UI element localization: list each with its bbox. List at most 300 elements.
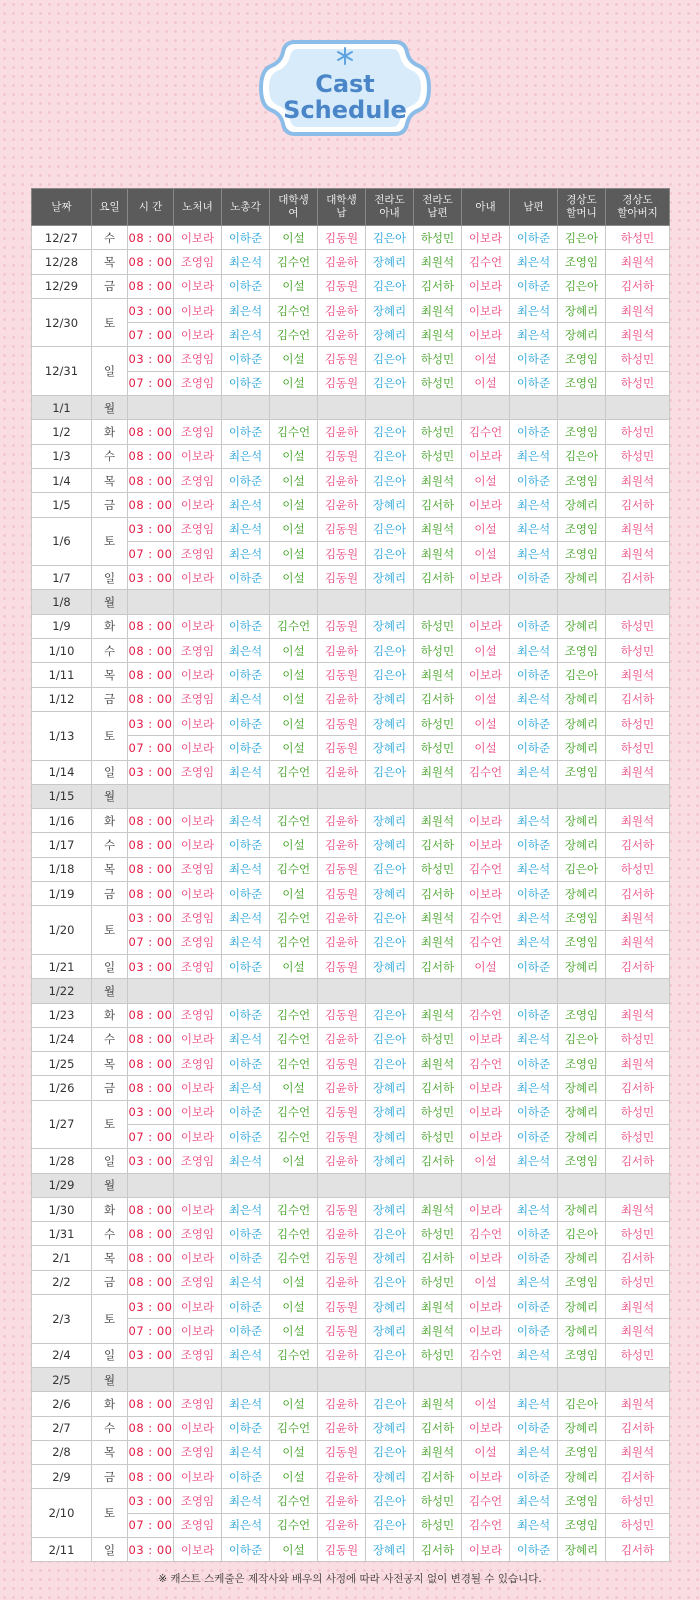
cast-cell: 최은석 xyxy=(510,323,558,347)
weekday-cell: 월 xyxy=(92,784,128,808)
cast-cell: 김서하 xyxy=(414,1076,462,1100)
cast-cell: 이보라 xyxy=(174,711,222,735)
table-row xyxy=(32,1027,670,1051)
time-cell: 07 : 00 xyxy=(128,930,174,954)
cast-cell: 최원석 xyxy=(414,760,462,784)
column-header: 남편 xyxy=(510,189,558,226)
weekday-cell: 일 xyxy=(92,1343,128,1367)
cast-cell: 최원석 xyxy=(414,663,462,687)
cast-cell: 최은석 xyxy=(510,930,558,954)
cast-cell: 최은석 xyxy=(510,1149,558,1173)
cast-cell: 이보라 xyxy=(174,1538,222,1562)
cast-cell xyxy=(270,784,318,808)
column-header: 경상도 할아버지 xyxy=(606,189,670,226)
cast-cell: 하성민 xyxy=(414,639,462,663)
cast-cell: 최원석 xyxy=(414,809,462,833)
cast-cell xyxy=(318,1173,366,1197)
cast-cell: 김동원 xyxy=(318,1124,366,1148)
cast-cell: 이보라 xyxy=(462,1124,510,1148)
table-row xyxy=(32,784,670,808)
cast-cell: 하성민 xyxy=(606,1100,670,1124)
weekday-cell: 월 xyxy=(92,1367,128,1391)
cast-cell: 김윤하 xyxy=(318,833,366,857)
cast-cell xyxy=(462,784,510,808)
weekday-cell: 금 xyxy=(92,1465,128,1489)
table-row xyxy=(32,687,670,711)
time-cell: 08 : 00 xyxy=(128,1003,174,1027)
weekday-cell: 토 xyxy=(92,906,128,955)
cast-cell xyxy=(222,1367,270,1391)
cast-cell: 김은아 xyxy=(558,226,606,250)
cast-cell: 이설 xyxy=(462,1270,510,1294)
cast-cell: 최은석 xyxy=(222,1513,270,1537)
table-row xyxy=(32,1513,670,1537)
cast-cell: 김윤하 xyxy=(318,468,366,492)
cast-cell: 김은아 xyxy=(366,1003,414,1027)
date-cell: 1/25 xyxy=(32,1052,92,1076)
date-cell: 12/31 xyxy=(32,347,92,396)
cast-cell: 이하준 xyxy=(222,566,270,590)
cast-cell: 최원석 xyxy=(606,663,670,687)
time-cell: 08 : 00 xyxy=(128,1440,174,1464)
cast-cell: 김수언 xyxy=(270,614,318,638)
cast-cell: 하성민 xyxy=(606,711,670,735)
cast-cell: 이보라 xyxy=(462,1416,510,1440)
date-cell: 1/6 xyxy=(32,517,92,566)
cast-cell: 장혜리 xyxy=(558,711,606,735)
cast-cell: 하성민 xyxy=(606,639,670,663)
table-row xyxy=(32,1367,670,1391)
cast-cell: 이하준 xyxy=(510,468,558,492)
table-row xyxy=(32,250,670,274)
cast-cell: 이하준 xyxy=(510,420,558,444)
cast-cell: 최은석 xyxy=(510,857,558,881)
date-cell: 1/5 xyxy=(32,493,92,517)
cast-cell: 조영임 xyxy=(174,1149,222,1173)
cast-cell: 최원석 xyxy=(606,930,670,954)
cast-cell: 김은아 xyxy=(366,444,414,468)
cast-cell: 이설 xyxy=(270,833,318,857)
cast-cell: 김윤하 xyxy=(318,1343,366,1367)
time-cell: 07 : 00 xyxy=(128,1124,174,1148)
cast-cell: 김서하 xyxy=(414,1416,462,1440)
cast-cell: 장혜리 xyxy=(558,566,606,590)
weekday-cell: 목 xyxy=(92,663,128,687)
cast-cell xyxy=(318,1367,366,1391)
column-header: 대학생 여 xyxy=(270,189,318,226)
weekday-cell: 일 xyxy=(92,954,128,978)
weekday-cell: 토 xyxy=(92,711,128,760)
cast-cell: 김윤하 xyxy=(318,420,366,444)
table-row xyxy=(32,1173,670,1197)
cast-cell: 김윤하 xyxy=(318,1149,366,1173)
table-row xyxy=(32,1100,670,1124)
cast-cell: 하성민 xyxy=(414,1343,462,1367)
cast-cell: 이하준 xyxy=(510,1100,558,1124)
cast-cell: 김수언 xyxy=(270,1343,318,1367)
cast-cell: 하성민 xyxy=(606,736,670,760)
cast-cell: 이하준 xyxy=(222,226,270,250)
cast-cell: 이설 xyxy=(462,687,510,711)
cast-cell: 최은석 xyxy=(510,493,558,517)
cast-cell: 이하준 xyxy=(222,954,270,978)
cast-cell: 이설 xyxy=(270,1440,318,1464)
cast-cell: 김서하 xyxy=(606,1416,670,1440)
time-cell: 03 : 00 xyxy=(128,760,174,784)
cast-cell: 김서하 xyxy=(414,954,462,978)
cast-cell xyxy=(174,784,222,808)
cast-cell xyxy=(558,590,606,614)
cast-cell: 장혜리 xyxy=(366,1465,414,1489)
cast-cell: 이하준 xyxy=(510,711,558,735)
time-cell: 03 : 00 xyxy=(128,298,174,322)
cast-cell: 김수언 xyxy=(462,1343,510,1367)
cast-cell: 김은아 xyxy=(366,663,414,687)
cast-cell: 하성민 xyxy=(414,1027,462,1051)
cast-cell: 이하준 xyxy=(510,1295,558,1319)
cast-cell: 이설 xyxy=(462,347,510,371)
cast-cell xyxy=(510,784,558,808)
cast-cell: 최은석 xyxy=(222,298,270,322)
cast-cell: 김윤하 xyxy=(318,1416,366,1440)
table-row xyxy=(32,857,670,881)
time-cell: 08 : 00 xyxy=(128,1246,174,1270)
cast-cell: 이보라 xyxy=(174,833,222,857)
cast-cell: 조영임 xyxy=(174,1003,222,1027)
cast-cell: 이하준 xyxy=(222,1246,270,1270)
weekday-cell: 월 xyxy=(92,979,128,1003)
time-cell: 08 : 00 xyxy=(128,1270,174,1294)
cast-cell: 조영임 xyxy=(558,1343,606,1367)
cast-cell: 최은석 xyxy=(222,857,270,881)
table-row xyxy=(32,711,670,735)
cast-cell: 김서하 xyxy=(606,1246,670,1270)
cast-cell: 김수언 xyxy=(462,1052,510,1076)
cast-cell: 김수언 xyxy=(462,1222,510,1246)
cast-cell: 조영임 xyxy=(558,1489,606,1513)
cast-cell: 장혜리 xyxy=(366,882,414,906)
cast-cell: 이하준 xyxy=(510,226,558,250)
cast-cell: 김수언 xyxy=(270,1197,318,1221)
cast-cell: 이보라 xyxy=(174,736,222,760)
cast-cell: 장혜리 xyxy=(558,809,606,833)
weekday-cell: 목 xyxy=(92,250,128,274)
cast-cell xyxy=(558,396,606,420)
cast-cell: 김윤하 xyxy=(318,1076,366,1100)
cast-cell: 김윤하 xyxy=(318,687,366,711)
cast-cell: 이보라 xyxy=(462,663,510,687)
cast-cell: 김은아 xyxy=(366,1027,414,1051)
cast-cell: 김동원 xyxy=(318,347,366,371)
cast-cell: 이설 xyxy=(462,1392,510,1416)
weekday-cell: 수 xyxy=(92,444,128,468)
cast-cell: 장혜리 xyxy=(558,1465,606,1489)
cast-cell: 하성민 xyxy=(414,1489,462,1513)
date-cell: 1/13 xyxy=(32,711,92,760)
cast-cell xyxy=(462,396,510,420)
cast-cell: 김수언 xyxy=(270,1100,318,1124)
table-row xyxy=(32,906,670,930)
cast-cell: 장혜리 xyxy=(558,493,606,517)
cast-cell: 최은석 xyxy=(222,1489,270,1513)
cast-cell: 장혜리 xyxy=(558,1319,606,1343)
cast-cell: 조영임 xyxy=(174,250,222,274)
cast-schedule-table xyxy=(31,188,670,1562)
cast-cell: 조영임 xyxy=(174,468,222,492)
cast-cell: 이설 xyxy=(270,711,318,735)
cast-cell: 장혜리 xyxy=(558,882,606,906)
cast-cell: 하성민 xyxy=(414,371,462,395)
table-row xyxy=(32,1465,670,1489)
date-cell: 2/10 xyxy=(32,1489,92,1538)
column-header: 전라도 아내 xyxy=(366,189,414,226)
cast-cell: 김동원 xyxy=(318,954,366,978)
cast-cell: 이하준 xyxy=(222,1124,270,1148)
cast-cell: 이보라 xyxy=(462,226,510,250)
cast-cell: 이설 xyxy=(270,541,318,565)
cast-cell: 조영임 xyxy=(174,857,222,881)
cast-cell: 하성민 xyxy=(606,857,670,881)
cast-cell: 김은아 xyxy=(366,1392,414,1416)
time-cell: 08 : 00 xyxy=(128,493,174,517)
table-row xyxy=(32,517,670,541)
cast-cell: 하성민 xyxy=(414,711,462,735)
cast-cell: 김동원 xyxy=(318,1440,366,1464)
cast-cell: 이설 xyxy=(462,954,510,978)
cast-cell: 최은석 xyxy=(510,639,558,663)
cast-cell: 김은아 xyxy=(366,347,414,371)
cast-cell xyxy=(414,396,462,420)
cast-cell: 김수언 xyxy=(270,1003,318,1027)
table-row xyxy=(32,420,670,444)
cast-cell: 이보라 xyxy=(462,1076,510,1100)
cast-cell: 장혜리 xyxy=(558,614,606,638)
cast-cell xyxy=(414,979,462,1003)
cast-cell: 장혜리 xyxy=(558,833,606,857)
time-cell: 08 : 00 xyxy=(128,1392,174,1416)
cast-cell: 이설 xyxy=(462,1149,510,1173)
cast-cell xyxy=(318,590,366,614)
cast-cell: 최원석 xyxy=(414,1052,462,1076)
cast-cell: 김수언 xyxy=(462,420,510,444)
cast-cell: 이하준 xyxy=(510,1465,558,1489)
cast-cell: 조영임 xyxy=(558,1149,606,1173)
cast-cell: 김동원 xyxy=(318,541,366,565)
cast-cell: 김윤하 xyxy=(318,1465,366,1489)
cast-cell: 장혜리 xyxy=(558,323,606,347)
time-cell: 08 : 00 xyxy=(128,809,174,833)
time-cell: 03 : 00 xyxy=(128,347,174,371)
weekday-cell: 일 xyxy=(92,760,128,784)
cast-cell: 이설 xyxy=(270,274,318,298)
cast-cell: 이보라 xyxy=(462,323,510,347)
cast-cell: 이보라 xyxy=(462,1246,510,1270)
weekday-cell: 화 xyxy=(92,809,128,833)
cast-cell: 최은석 xyxy=(510,517,558,541)
date-cell: 1/16 xyxy=(32,809,92,833)
cast-cell: 이보라 xyxy=(462,298,510,322)
table-row xyxy=(32,1440,670,1464)
cast-cell: 김수언 xyxy=(462,250,510,274)
cast-cell: 최은석 xyxy=(222,809,270,833)
cast-cell: 최은석 xyxy=(510,906,558,930)
cast-cell: 이보라 xyxy=(174,809,222,833)
cast-cell: 이보라 xyxy=(174,493,222,517)
time-cell: 03 : 00 xyxy=(128,517,174,541)
cast-cell: 하성민 xyxy=(414,1270,462,1294)
cast-cell: 장혜리 xyxy=(366,250,414,274)
cast-cell: 조영임 xyxy=(174,954,222,978)
time-cell: 03 : 00 xyxy=(128,1100,174,1124)
cast-cell: 최은석 xyxy=(510,444,558,468)
time-cell: 07 : 00 xyxy=(128,736,174,760)
cast-cell: 이하준 xyxy=(222,1538,270,1562)
cast-cell: 김윤하 xyxy=(318,1027,366,1051)
weekday-cell: 화 xyxy=(92,614,128,638)
cast-cell xyxy=(366,1367,414,1391)
table-header-row xyxy=(32,189,670,226)
cast-cell: 김수언 xyxy=(270,930,318,954)
cast-cell xyxy=(606,1173,670,1197)
cast-cell: 최은석 xyxy=(222,493,270,517)
cast-cell: 조영임 xyxy=(558,420,606,444)
cast-cell: 김동원 xyxy=(318,566,366,590)
cast-cell: 이하준 xyxy=(222,1416,270,1440)
cast-cell: 장혜리 xyxy=(366,566,414,590)
cast-cell: 조영임 xyxy=(174,1343,222,1367)
date-cell: 1/30 xyxy=(32,1197,92,1221)
table-row xyxy=(32,444,670,468)
date-cell: 1/9 xyxy=(32,614,92,638)
cast-cell: 김윤하 xyxy=(318,1222,366,1246)
cast-cell xyxy=(174,979,222,1003)
weekday-cell: 토 xyxy=(92,298,128,347)
cast-cell: 김은아 xyxy=(366,274,414,298)
table-row xyxy=(32,882,670,906)
cast-cell xyxy=(174,396,222,420)
cast-cell: 장혜리 xyxy=(366,1538,414,1562)
cast-cell: 이보라 xyxy=(174,323,222,347)
table-row xyxy=(32,298,670,322)
cast-cell: 장혜리 xyxy=(558,1100,606,1124)
cast-cell: 김서하 xyxy=(414,1246,462,1270)
cast-cell: 김수언 xyxy=(462,857,510,881)
cast-cell: 최원석 xyxy=(414,517,462,541)
cast-cell: 이하준 xyxy=(222,663,270,687)
table-row xyxy=(32,809,670,833)
cast-cell: 최은석 xyxy=(222,906,270,930)
cast-cell xyxy=(366,1173,414,1197)
date-cell: 2/8 xyxy=(32,1440,92,1464)
date-cell: 1/1 xyxy=(32,396,92,420)
cast-cell: 최은석 xyxy=(510,760,558,784)
table-row xyxy=(32,663,670,687)
table-row xyxy=(32,274,670,298)
cast-cell: 이설 xyxy=(270,1319,318,1343)
cast-cell: 이설 xyxy=(270,687,318,711)
weekday-cell: 금 xyxy=(92,274,128,298)
cast-cell: 조영임 xyxy=(558,371,606,395)
cast-cell: 조영임 xyxy=(558,1052,606,1076)
cast-cell: 최원석 xyxy=(606,298,670,322)
cast-cell: 최은석 xyxy=(222,517,270,541)
table-row xyxy=(32,1270,670,1294)
weekday-cell: 토 xyxy=(92,1100,128,1149)
cast-cell: 이보라 xyxy=(174,663,222,687)
column-header: 대학생 남 xyxy=(318,189,366,226)
cast-cell: 김은아 xyxy=(558,1027,606,1051)
weekday-cell: 목 xyxy=(92,1052,128,1076)
cast-cell: 김서하 xyxy=(606,687,670,711)
cast-cell xyxy=(558,979,606,1003)
weekday-cell: 수 xyxy=(92,1027,128,1051)
cast-cell: 김은아 xyxy=(366,857,414,881)
cast-cell: 이설 xyxy=(270,468,318,492)
cast-cell: 최은석 xyxy=(222,930,270,954)
table-row xyxy=(32,1489,670,1513)
table-row xyxy=(32,566,670,590)
cast-cell: 최은석 xyxy=(510,1027,558,1051)
column-header: 전라도 남편 xyxy=(414,189,462,226)
date-cell: 2/2 xyxy=(32,1270,92,1294)
time-cell: 08 : 00 xyxy=(128,1222,174,1246)
cast-cell: 장혜리 xyxy=(366,1246,414,1270)
date-cell: 2/1 xyxy=(32,1246,92,1270)
time-cell: 08 : 00 xyxy=(128,1416,174,1440)
time-cell: 08 : 00 xyxy=(128,614,174,638)
cast-cell: 김윤하 xyxy=(318,1513,366,1537)
cast-cell: 최은석 xyxy=(222,1440,270,1464)
cast-cell: 하성민 xyxy=(414,1513,462,1537)
time-cell: 08 : 00 xyxy=(128,468,174,492)
cast-cell: 이설 xyxy=(462,1440,510,1464)
cast-cell: 이하준 xyxy=(222,468,270,492)
cast-cell: 이하준 xyxy=(510,347,558,371)
cast-cell: 이설 xyxy=(270,226,318,250)
cast-cell: 이하준 xyxy=(510,1319,558,1343)
cast-cell: 김은아 xyxy=(366,1222,414,1246)
cast-cell: 김은아 xyxy=(366,930,414,954)
cast-cell: 김은아 xyxy=(366,906,414,930)
cast-cell: 김은아 xyxy=(366,639,414,663)
cast-cell: 김수언 xyxy=(462,1513,510,1537)
cast-cell: 이하준 xyxy=(222,833,270,857)
time-cell: 07 : 00 xyxy=(128,323,174,347)
table-row xyxy=(32,736,670,760)
time-cell: 03 : 00 xyxy=(128,954,174,978)
time-cell xyxy=(128,1367,174,1391)
cast-cell: 조영임 xyxy=(558,1440,606,1464)
cast-cell xyxy=(270,590,318,614)
cast-cell: 이설 xyxy=(270,882,318,906)
weekday-cell: 수 xyxy=(92,226,128,250)
cast-cell: 최은석 xyxy=(510,1392,558,1416)
table-row xyxy=(32,1076,670,1100)
cast-cell: 이보라 xyxy=(174,1100,222,1124)
cast-cell xyxy=(510,396,558,420)
cast-cell: 이하준 xyxy=(510,1003,558,1027)
table-row xyxy=(32,371,670,395)
date-cell: 1/22 xyxy=(32,979,92,1003)
cast-cell: 장혜리 xyxy=(558,1246,606,1270)
cast-cell xyxy=(318,979,366,1003)
date-cell: 1/15 xyxy=(32,784,92,808)
cast-cell xyxy=(510,1367,558,1391)
cast-cell: 이설 xyxy=(270,1270,318,1294)
cast-cell xyxy=(558,1367,606,1391)
cast-cell: 장혜리 xyxy=(558,1076,606,1100)
time-cell: 08 : 00 xyxy=(128,1027,174,1051)
